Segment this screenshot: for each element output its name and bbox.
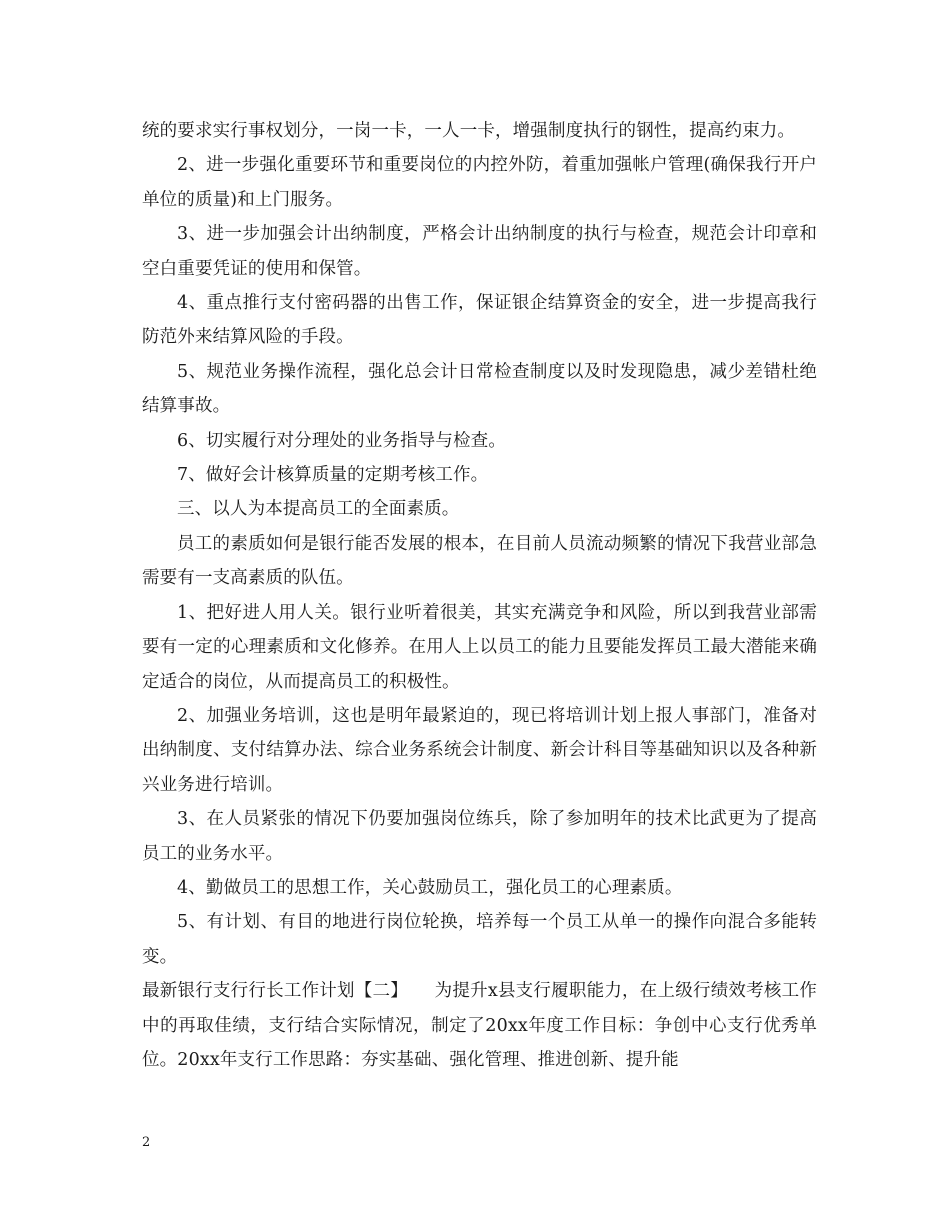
paragraph-2: 2、进一步强化重要环节和重要岗位的内控外防，着重加强帐户管理(确保我行开户单位的质量)和上门服务。 — [142, 155, 817, 210]
paragraph-14: 5、有计划、有目的地进行岗位轮换，培养每一个员工从单一的操作向混合多能转变。 — [142, 912, 817, 967]
paragraph-7: 7、做好会计核算质量的定期考核工作。 — [177, 465, 489, 486]
document-body — [142, 114, 817, 1077]
paragraph-15: 最新银行支行行长工作计划【二】 为提升x县支行履职能力，在上级行绩效考核工作中的再取佳绩，支行结合实际情况，制定了20xx年度工作目标：争创中心支行优秀单位。20xx年支行工作思路：夯实基础、强化管理、推进创新、提升能 — [142, 981, 817, 1070]
page-number: 2 — [142, 1135, 151, 1150]
paragraph-9: 员工的素质如何是银行能否发展的根本，在目前人员流动频繁的情况下我营业部急需要有一支高素质的队伍。 — [142, 533, 817, 589]
paragraph-1: 统的要求实行事权划分，一岗一卡，一人一卡，增强制度执行的钢性，提高约束力。 — [142, 121, 796, 141]
paragraph-4: 4、重点推行支付密码器的出售工作，保证银企结算资金的安全，进一步提高我行防范外来结算风险的手段。 — [142, 293, 817, 348]
paragraph-3: 3、进一步加强会计出纳制度，严格会计出纳制度的执行与检查，规范会计印章和空白重要凭证的使用和保管。 — [142, 224, 817, 279]
paragraph-12: 3、在人员紧张的情况下仍要加强岗位练兵，除了参加明年的技术比武更为了提高员工的业务水平。 — [142, 809, 817, 864]
paragraph-5: 5、规范业务操作流程，强化总会计日常检查制度以及时发现隐患，减少差错杜绝结算事故。 — [142, 361, 817, 417]
paragraph-13: 4、勤做员工的思想工作，关心鼓励员工，强化员工的心理素质。 — [177, 877, 683, 898]
paragraph-11: 2、加强业务培训，这也是明年最紧迫的，现已将培训计划上报人事部门，准备对出纳制度、支付结算办法、综合业务系统会计制度、新会计科目等基础知识以及各种新兴业务进行培训。 — [142, 705, 817, 795]
paragraph-10: 1、把好进人用人关。银行业听着很美，其实充满竞争和风险，所以到我营业部需要有一定的心理素质和文化修养。在用人上以员工的能力且要能发挥员工最大潜能来确定适合的岗位，从而提高员工的积极性。 — [142, 602, 817, 692]
paragraph-6: 6、切实履行对分理处的业务指导与检查。 — [177, 430, 506, 451]
section-heading-3: 三、以人为本提高员工的全面素质。 — [177, 499, 460, 520]
